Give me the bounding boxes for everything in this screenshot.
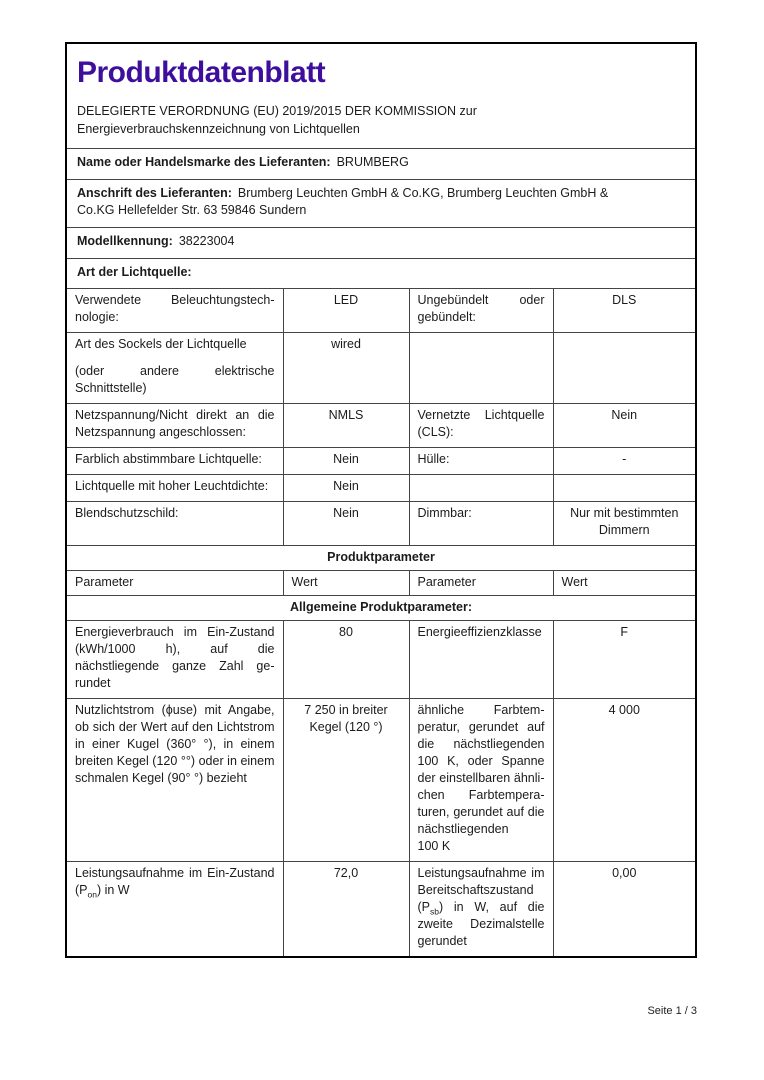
- param-value-cell: Nein: [283, 448, 409, 475]
- page-title: Produktdatenblatt: [77, 56, 326, 89]
- param-value-cell: 7 250 in breiter Kegel (120 °): [283, 699, 409, 862]
- supplier-address-label: Anschrift des Lieferanten:: [77, 186, 232, 201]
- param-label-cell: Ungebündelt oder gebündelt:: [409, 289, 553, 333]
- param-label-cell: ähnliche Farbtemperatur, gerundet auf die nächstliegenden 100 K, oder Spanne der einstellbaren ähnlichen Farbtemperaturen, gerundet auf die nächstliegenden 100 K: [409, 699, 553, 862]
- supplier-address-row: [67, 179, 695, 227]
- table-row: [67, 448, 695, 475]
- param-value-cell: -: [553, 448, 695, 475]
- param-value-cell: 0,00: [553, 862, 695, 957]
- param-value-cell: NMLS: [283, 404, 409, 448]
- supplier-address-content: [77, 185, 637, 219]
- column-header: Wert: [283, 571, 409, 596]
- general-parameters-heading-row: [67, 596, 695, 621]
- column-header-row: [67, 571, 695, 596]
- supplier-name-value: BRUMBERG: [336, 155, 409, 170]
- light-source-heading: Art der Lichtquelle:: [67, 258, 695, 288]
- model-id-label: Modellkennung:: [77, 234, 173, 249]
- param-label-cell: [67, 862, 283, 957]
- model-id-row: [67, 227, 695, 258]
- param-label-cell: Energieeffizienzklasse: [409, 621, 553, 699]
- param-value-cell: Nein: [283, 475, 409, 502]
- param-label-cell: [67, 333, 283, 404]
- supplier-address-value: Brumberg Leuchten GmbH & Co.KG, Brumberg Leuchten GmbH & Co.KG Hellefelder Str. 63 59846 Sundern: [77, 186, 609, 218]
- param-label-text: Leistungsaufnahme im Ein-Zustand (P: [75, 866, 275, 898]
- param-value-cell: 4 000: [553, 699, 695, 862]
- document-header: [67, 44, 695, 148]
- model-id-value: 38223004: [178, 234, 235, 249]
- param-label-cell: Hülle:: [409, 448, 553, 475]
- param-label-cell: [409, 333, 553, 404]
- supplier-name-row: [67, 148, 695, 179]
- param-label-cell: [409, 475, 553, 502]
- param-label-cell: Farblich abstimmbare Lichtquelle:: [67, 448, 283, 475]
- param-label-cell: Verwendete Beleuchtungstechnologie:: [67, 289, 283, 333]
- param-label-cell: Vernetzte Lichtquelle (CLS):: [409, 404, 553, 448]
- table-row: [67, 289, 695, 333]
- param-value-cell: [553, 333, 695, 404]
- param-value-cell: Nein: [283, 502, 409, 546]
- param-label-text: Leistungsaufnahme im Bereitschaftszustand (P: [417, 866, 545, 915]
- param-value-cell: DLS: [553, 289, 695, 333]
- param-label-cell: Energieverbrauch im Ein-Zustand (kWh/1000 h), auf die nächstliegende ganze Zahl gerundet: [67, 621, 283, 699]
- table-row: [67, 404, 695, 448]
- param-value-cell: 72,0: [283, 862, 409, 957]
- param-value-cell: Nur mit bestimmten Dimmern: [553, 502, 695, 546]
- table-row: [67, 475, 695, 502]
- column-header: Parameter: [409, 571, 553, 596]
- param-label-cell: [409, 862, 553, 957]
- param-value-cell: F: [553, 621, 695, 699]
- general-parameters-heading: Allgemeine Produktparameter:: [67, 596, 695, 621]
- param-value-cell: LED: [283, 289, 409, 333]
- param-label-line: Art des Sockels der Lichtquelle: [75, 337, 247, 352]
- column-header: Wert: [553, 571, 695, 596]
- param-label-cell: Dimmbar:: [409, 502, 553, 546]
- table-row: [67, 621, 695, 699]
- product-parameter-title: Produktparameter: [67, 546, 695, 571]
- column-header: Parameter: [67, 571, 283, 596]
- param-label-line: (oder andere elektrische Schnittstelle): [75, 364, 275, 396]
- param-label-text: ) in W, auf die zweite Dezimalstelle gerundet: [417, 900, 545, 949]
- param-value-cell: wired: [283, 333, 409, 404]
- regulation-subtitle: DELEGIERTE VERORDNUNG (EU) 2019/2015 DER KOMMISSION zur Energieverbrauchskennzeichnung von Lichtquellen: [77, 103, 477, 136]
- param-label-cell: Netzspannung/Nicht direkt an die Netzspannung angeschlossen:: [67, 404, 283, 448]
- param-label-cell: Lichtquelle mit hoher Leuchtdichte:: [67, 475, 283, 502]
- subscript-text: sb: [430, 906, 439, 917]
- param-value-cell: Nein: [553, 404, 695, 448]
- param-label-cell: Blendschutzschild:: [67, 502, 283, 546]
- product-parameter-title-row: [67, 546, 695, 571]
- table-row: [67, 333, 695, 404]
- supplier-name-label: Name oder Handelsmarke des Lieferanten:: [77, 155, 331, 170]
- subscript-text: on: [87, 889, 97, 900]
- table-row: [67, 699, 695, 862]
- datasheet-table: [67, 288, 695, 956]
- param-value-cell: 80: [283, 621, 409, 699]
- param-label-cell: Nutzlichtstrom (ϕuse) mit Angabe, ob sich der Wert auf den Lichtstrom in einer Kugel (360° °), in einem breiten Kegel (120 °°) oder in einem schmalen Kegel (90° °) bezieht: [67, 699, 283, 862]
- document-frame: [65, 42, 697, 958]
- page-number: Seite 1 / 3: [647, 1005, 697, 1017]
- table-row: [67, 502, 695, 546]
- table-row: [67, 862, 695, 957]
- param-label-text: ) in W: [96, 883, 130, 898]
- param-value-cell: [553, 475, 695, 502]
